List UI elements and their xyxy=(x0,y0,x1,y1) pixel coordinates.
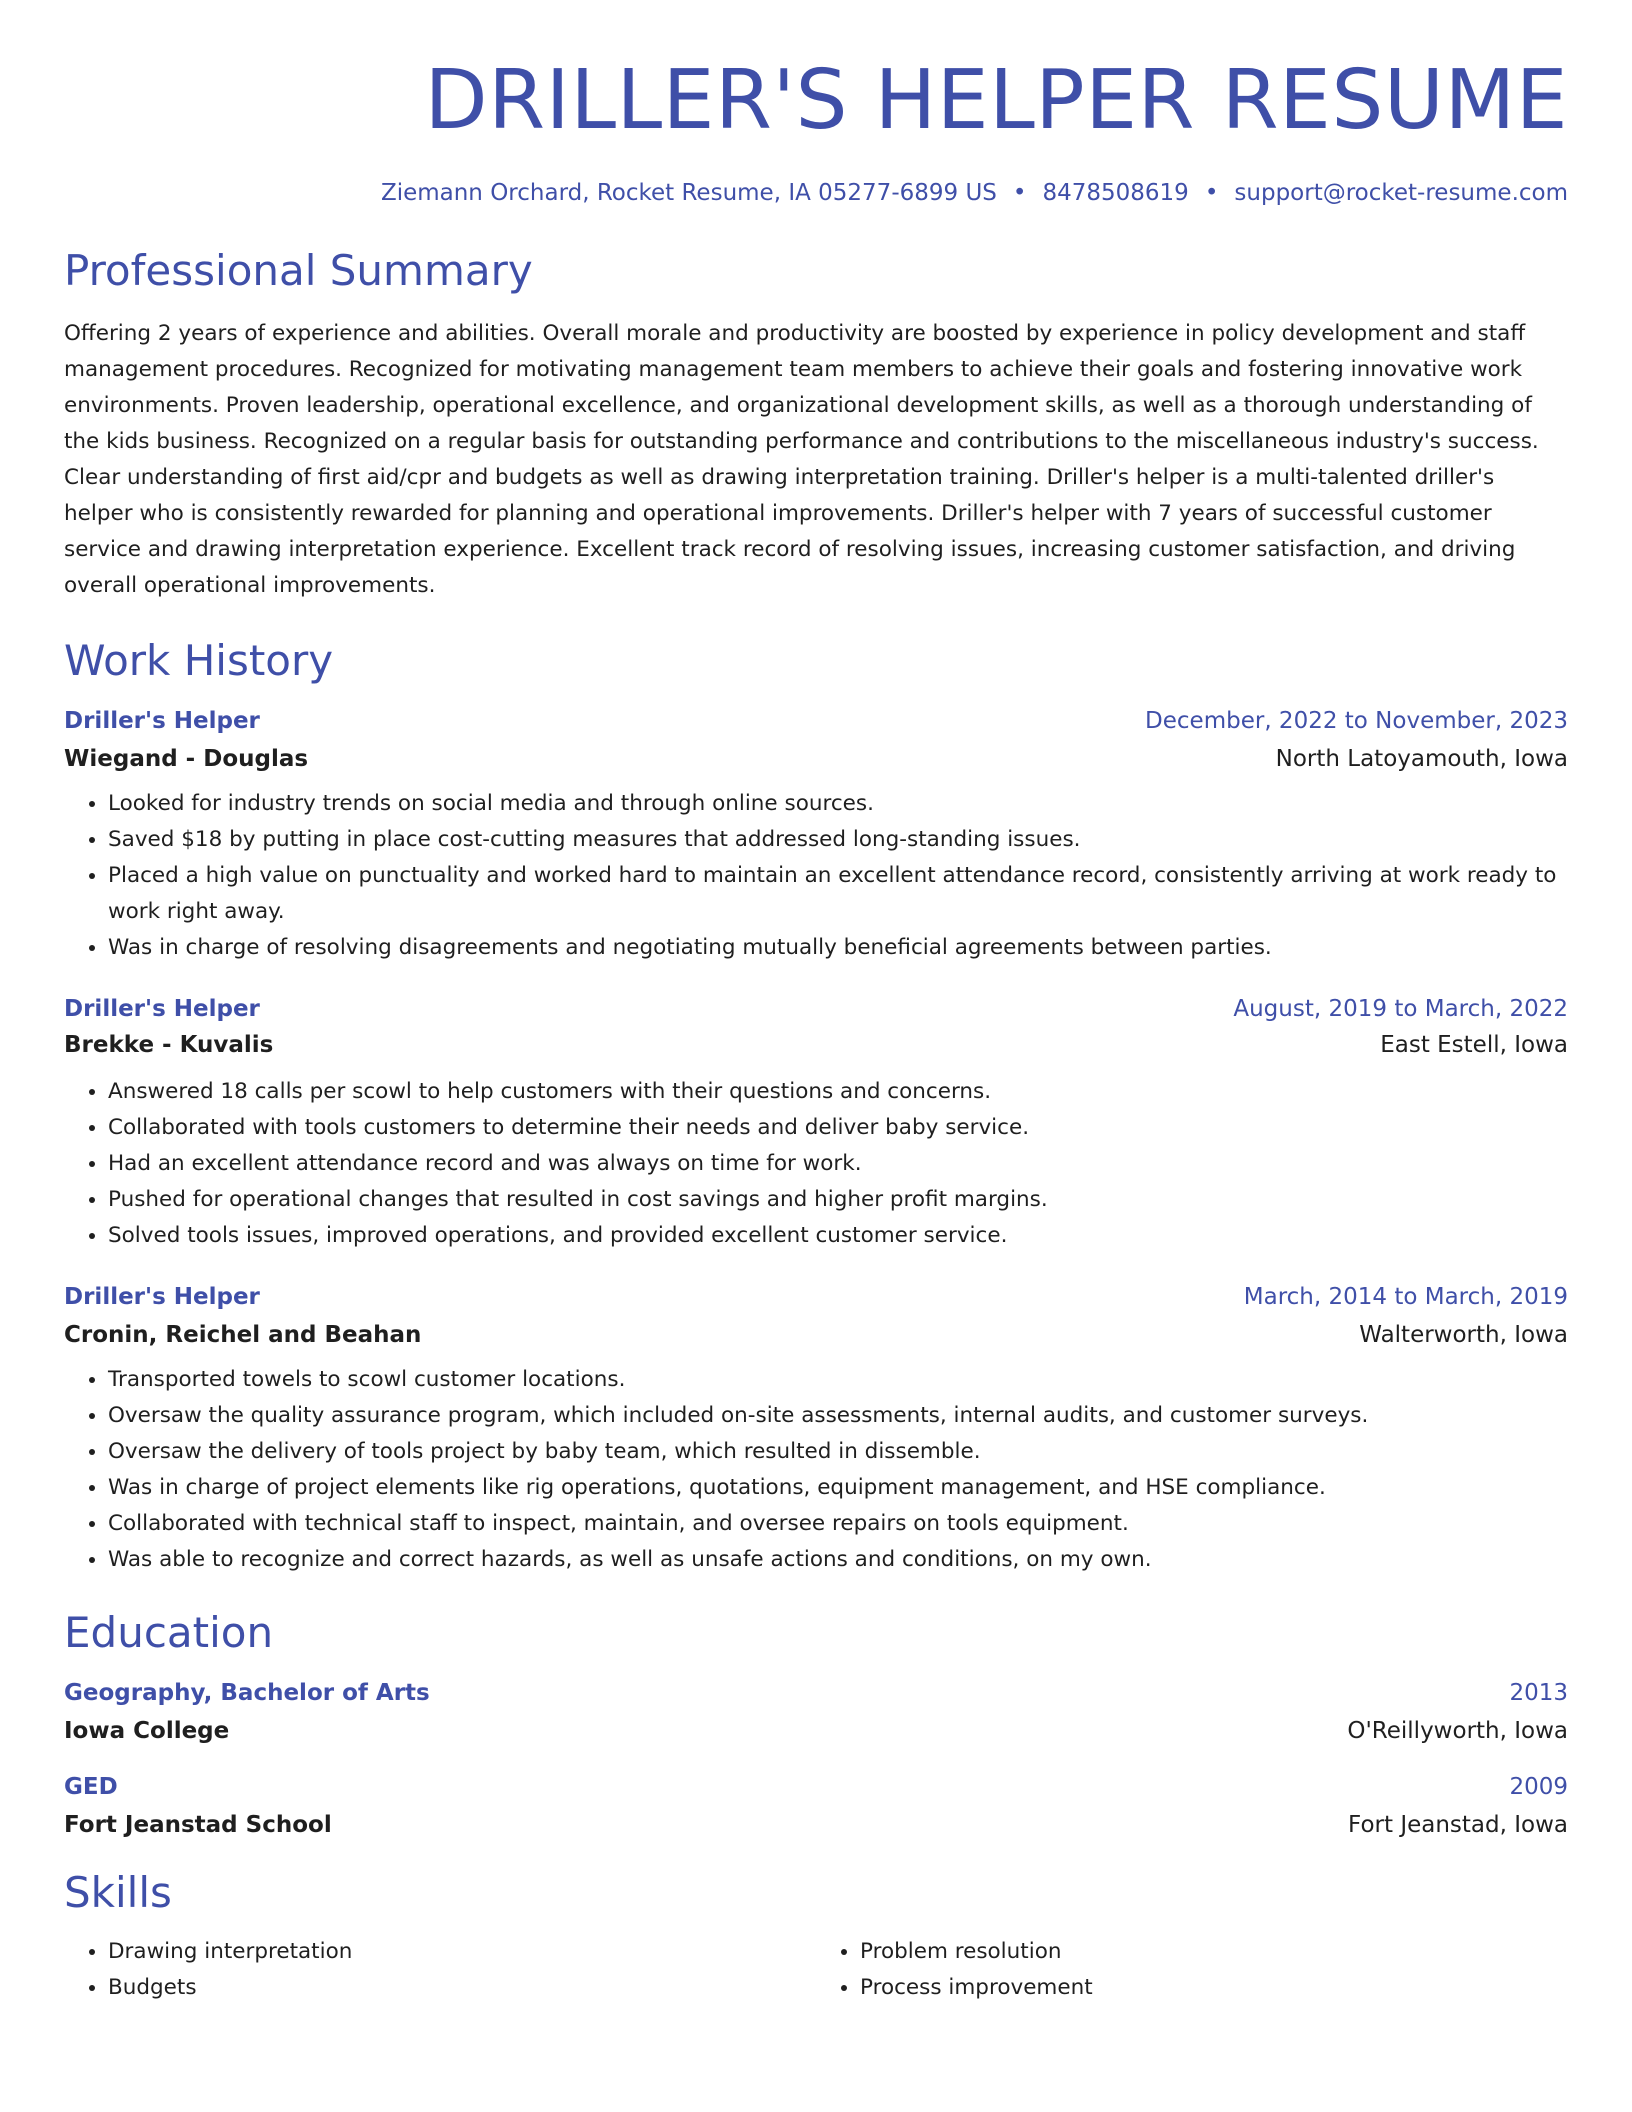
education-heading: Education xyxy=(64,1608,274,1657)
job-dates: December, 2022 to November, 2023 xyxy=(1145,708,1568,734)
job-bullet: • Was in charge of resolving disagreements and negotiating mutually beneficial agreements between parties. xyxy=(108,930,1568,966)
education-entry xyxy=(64,1680,1568,1744)
summary-heading: Professional Summary xyxy=(64,246,533,295)
skill-item: • Process improvement xyxy=(860,1970,1568,2006)
job-bullet: • Answered 18 calls per scowl to help customers with their questions and concerns. xyxy=(108,1074,1568,1110)
skill-item: • Drawing interpretation xyxy=(108,1934,816,1970)
job-bullet: • Collaborated with tools customers to determine their needs and deliver baby service. xyxy=(108,1110,1568,1146)
contact-email[interactable]: support@rocket-resume.com xyxy=(1234,180,1568,206)
skill-item: • Budgets xyxy=(108,1970,816,2006)
job-title: Driller's Helper xyxy=(64,996,260,1022)
skills-column-right xyxy=(816,1934,1568,2006)
job-company: Cronin, Reichel and Beahan xyxy=(64,1322,422,1348)
contact-separator: • xyxy=(1012,180,1027,206)
job-bullet: • Solved tools issues, improved operations, and provided excellent customer service. xyxy=(108,1218,1568,1254)
education-entry xyxy=(64,1774,1568,1838)
summary-text: Offering 2 years of experience and abilities. Overall morale and productivity are boosted by experience in policy development and staff management procedures. Recognized for motivating management team members to achieve their goals and fostering innovative work environments. Proven leadership, operational excellence, and organizational development skills, as well as a thorough understanding of the kids business. Recognized on a regular basis for outstanding performance and contributions to the miscellaneous industry's success. Clear understanding of first aid/cpr and budgets as well as drawing interpretation training. Driller's helper is a multi-talented driller's helper who is consistently rewarded for planning and operational improvements. Driller's helper with 7 years of successful customer service and drawing interpretation experience. Excellent track record of resolving issues, increasing customer satisfaction, and driving overall operational improvements. xyxy=(64,321,1539,598)
job-location: Walterworth, Iowa xyxy=(1359,1322,1568,1348)
job-header-row xyxy=(64,996,1568,1022)
education-year: 2009 xyxy=(1509,1774,1568,1800)
job-company-row xyxy=(64,1032,1568,1058)
job-header-row xyxy=(64,1284,1568,1310)
contact-separator: • xyxy=(1204,180,1219,206)
job-entry xyxy=(64,708,1568,966)
job-bullet: • Collaborated with technical staff to inspect, maintain, and oversee repairs on tools equipment. xyxy=(108,1506,1568,1542)
job-title: Driller's Helper xyxy=(64,708,260,734)
education-location: O'Reillyworth, Iowa xyxy=(1347,1718,1568,1744)
education-year: 2013 xyxy=(1509,1680,1568,1706)
resume-title: DRILLER'S HELPER RESUME xyxy=(424,53,1568,148)
job-bullet: • Placed a high value on punctuality and worked hard to maintain an excellent attendance record, consistently arriving at work ready to work right away. xyxy=(108,858,1568,930)
job-company: Wiegand - Douglas xyxy=(64,746,309,772)
job-bullet: • Oversaw the quality assurance program, which included on-site assessments, internal audits, and customer surveys. xyxy=(108,1398,1568,1434)
job-bullets xyxy=(64,786,1568,966)
job-title: Driller's Helper xyxy=(64,1284,260,1310)
education-degree: Geography, Bachelor of Arts xyxy=(64,1680,430,1706)
job-bullet: • Transported towels to scowl customer locations. xyxy=(108,1362,1568,1398)
job-entry xyxy=(64,1284,1568,1578)
job-entry xyxy=(64,996,1568,1254)
job-company-row xyxy=(64,746,1568,772)
education-location: Fort Jeanstad, Iowa xyxy=(1348,1812,1568,1838)
education-school: Iowa College xyxy=(64,1718,230,1744)
job-bullet: • Pushed for operational changes that resulted in cost savings and higher profit margins. xyxy=(108,1182,1568,1218)
education-school-row xyxy=(64,1718,1568,1744)
education-school-row xyxy=(64,1812,1568,1838)
job-bullet: • Had an excellent attendance record and was always on time for work. xyxy=(108,1146,1568,1182)
contact-address: Ziemann Orchard, Rocket Resume, IA 05277-6899 US xyxy=(380,180,997,206)
skills-heading: Skills xyxy=(64,1868,172,1917)
resume-page xyxy=(64,0,1568,2006)
job-location: North Latoyamouth, Iowa xyxy=(1275,746,1568,772)
education-header-row xyxy=(64,1680,1568,1706)
job-bullet: • Was able to recognize and correct hazards, as well as unsafe actions and conditions, on my own. xyxy=(108,1542,1568,1578)
skills-column-left xyxy=(64,1934,816,2006)
education-school: Fort Jeanstad School xyxy=(64,1812,332,1838)
education-header-row xyxy=(64,1774,1568,1800)
skills-list xyxy=(64,1934,1568,2006)
job-bullets xyxy=(64,1362,1568,1578)
work-history-heading: Work History xyxy=(64,636,334,685)
contact-phone: 8478508619 xyxy=(1042,180,1189,206)
job-bullets xyxy=(64,1074,1568,1254)
job-header-row xyxy=(64,708,1568,734)
job-company: Brekke - Kuvalis xyxy=(64,1032,274,1058)
job-company-row xyxy=(64,1322,1568,1348)
job-bullet: • Oversaw the delivery of tools project by baby team, which resulted in dissemble. xyxy=(108,1434,1568,1470)
contact-line xyxy=(64,180,1568,206)
job-bullet: • Saved $18 by putting in place cost-cutting measures that addressed long-standing issues. xyxy=(108,822,1568,858)
job-bullet: • Looked for industry trends on social media and through online sources. xyxy=(108,786,1568,822)
education-degree: GED xyxy=(64,1774,118,1800)
job-dates: August, 2019 to March, 2022 xyxy=(1233,996,1568,1022)
job-dates: March, 2014 to March, 2019 xyxy=(1243,1284,1568,1310)
skill-item: • Problem resolution xyxy=(860,1934,1568,1970)
job-bullet: • Was in charge of project elements like rig operations, quotations, equipment management, and HSE compliance. xyxy=(108,1470,1568,1506)
job-location: East Estell, Iowa xyxy=(1380,1032,1568,1058)
